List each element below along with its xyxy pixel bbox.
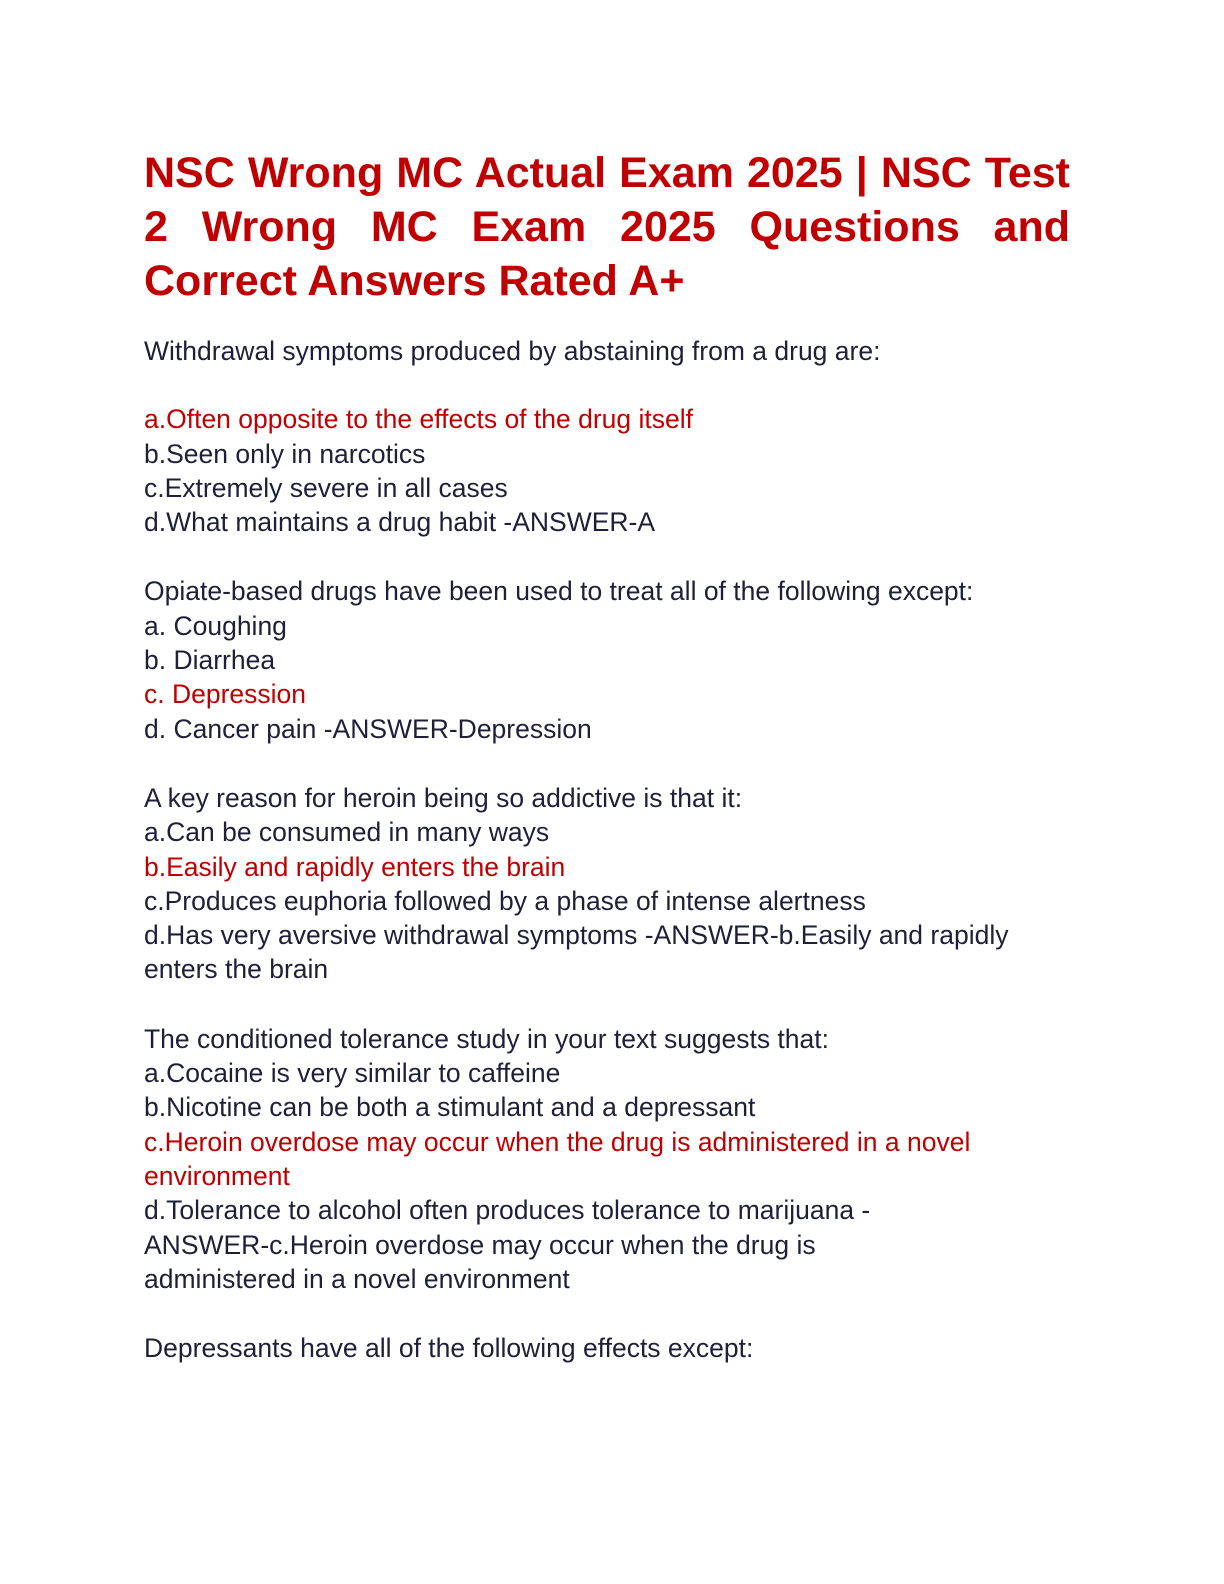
option-a: a.Can be consumed in many ways	[144, 817, 550, 848]
option-a: a.Cocaine is very similar to caffeine	[144, 1058, 561, 1089]
document-title: NSC Wrong MC Actual Exam 2025 | NSC Test 2 Wrong MC Exam 2025 Questions and Correct Answers Rated A+	[144, 149, 1070, 305]
question-1	[144, 334, 1070, 539]
option-d-with-answer: d.Has very aversive withdrawal symptoms -ANSWER-b.Easily and rapidly enters the brain	[144, 920, 1009, 985]
option-c: c.Extremely severe in all cases	[144, 472, 508, 503]
question-5	[144, 1331, 1070, 1365]
option-c: c.Produces euphoria followed by a phase of intense alertness	[144, 885, 866, 916]
question-stem: Opiate-based drugs have been used to treat all of the following except:	[144, 576, 974, 607]
option-b-correct: b.Easily and rapidly enters the brain	[144, 851, 566, 882]
question-2	[144, 574, 1070, 745]
option-a: a. Coughing	[144, 610, 287, 641]
option-b: b. Diarrhea	[144, 645, 276, 676]
question-stem: The conditioned tolerance study in your text suggests that:	[144, 1023, 829, 1054]
option-c-correct: c.Heroin overdose may occur when the drug is administered in a novel environment	[144, 1126, 971, 1191]
question-4	[144, 1022, 1070, 1296]
option-d-with-answer: d.What maintains a drug habit -ANSWER-A	[144, 507, 656, 538]
question-stem: A key reason for heroin being so addictive is that it:	[144, 782, 743, 813]
option-d-with-answer: d. Cancer pain -ANSWER-Depression	[144, 713, 592, 744]
option-b: b.Seen only in narcotics	[144, 438, 426, 469]
option-c-correct: c. Depression	[144, 679, 307, 710]
question-stem: Withdrawal symptoms produced by abstaining from a drug are:	[144, 336, 881, 366]
option-b: b.Nicotine can be both a stimulant and a depressant	[144, 1092, 756, 1123]
option-d-with-answer: d.Tolerance to alcohol often produces tolerance to marijuana -ANSWER-c.Heroin overdose may occur when the drug is administered in a novel environment	[144, 1195, 871, 1294]
question-3	[144, 781, 1070, 987]
option-a-correct: a.Often opposite to the effects of the drug itself	[144, 404, 693, 435]
document-page	[144, 146, 1070, 1400]
question-stem: Depressants have all of the following effects except:	[144, 1333, 754, 1364]
